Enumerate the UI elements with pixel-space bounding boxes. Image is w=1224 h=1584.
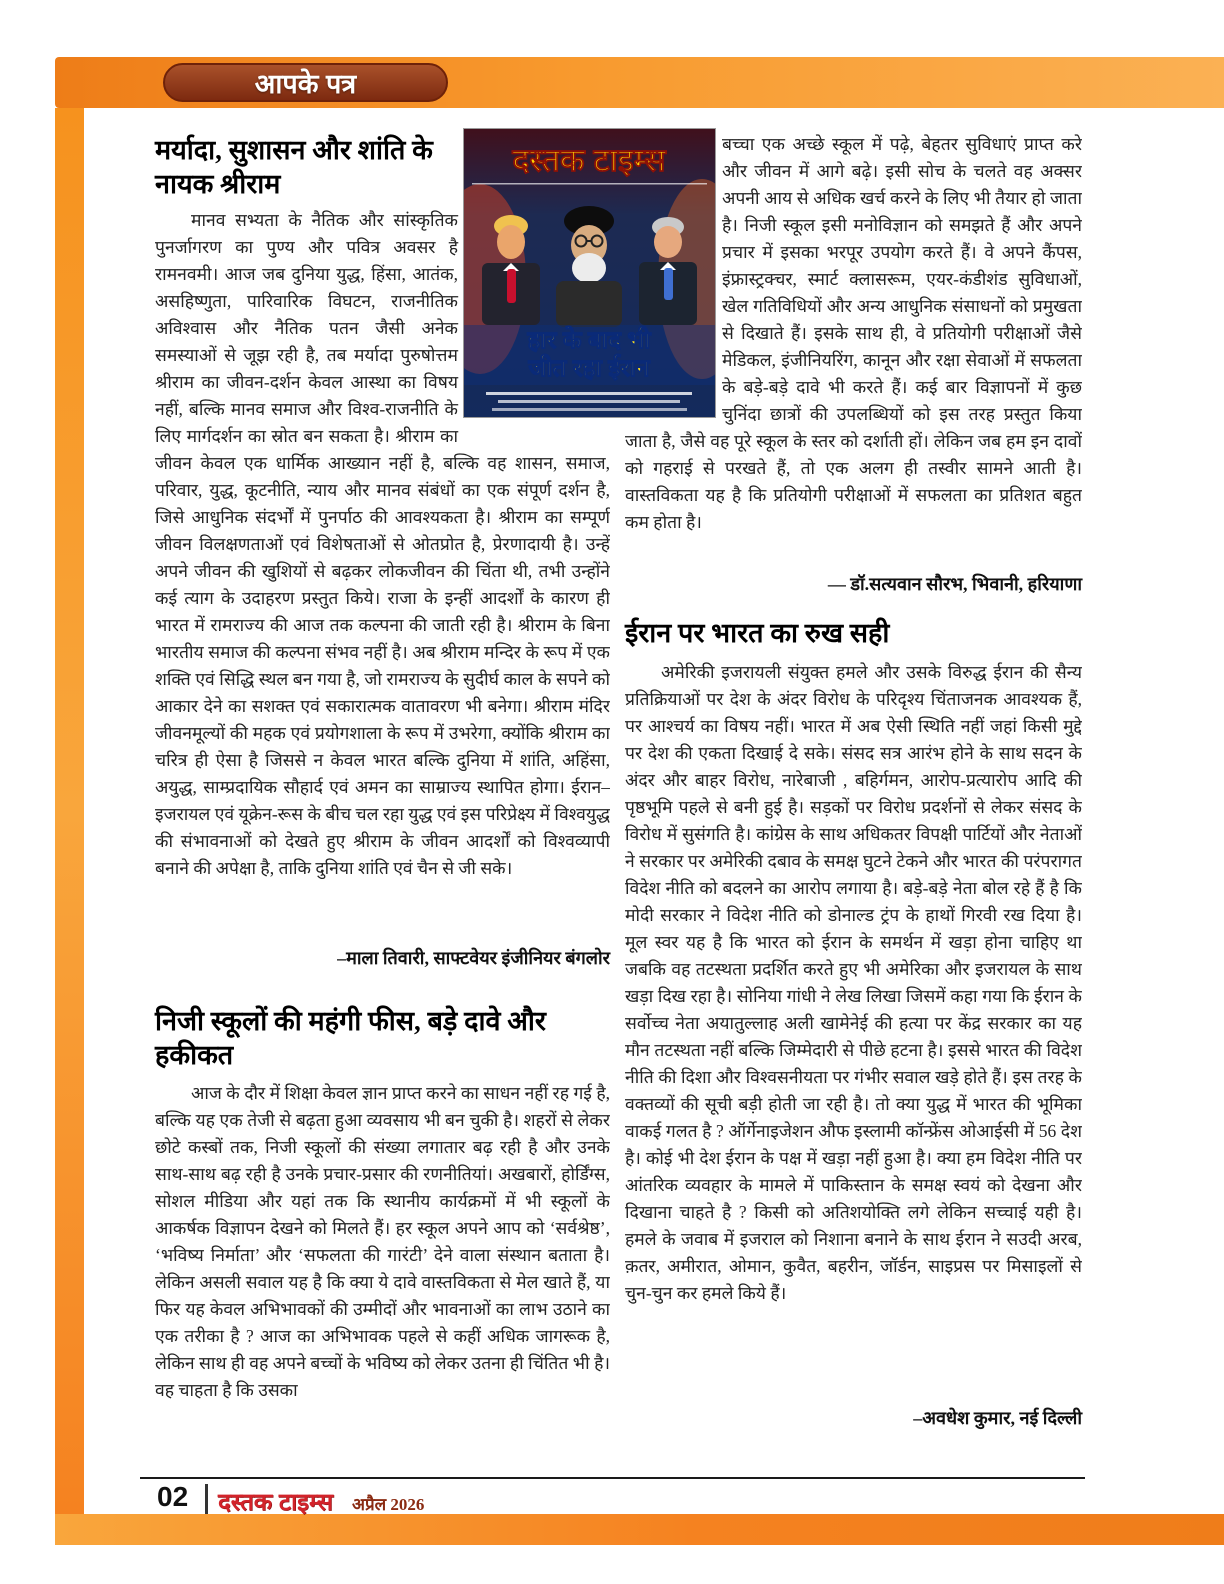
section-badge: आपके पत्र — [163, 63, 448, 102]
left-accent-bar — [55, 108, 84, 1514]
letter-2-body-right: बच्चा एक अच्छे स्कूल में पढ़े, बेहतर सुविधाएं प्राप्त करे और जीवन में आगे बढ़े। इसी सोच के चलते वह अक्सर अपनी आय से अधिक खर्च करने के लिए भी तैयार हो जाता है। निजी स्कूल इसी मनोविज्ञान को समझते हैं और अपने प्रचार में इसका भरपूर उपयोग करते हैं। वे अपने कैंपस, इंफ्रास्ट्रक्चर, स्मार्ट क्लासरूम, एयर-कंडीशंड सुविधाओं, खेल गतिविधियों और अन्य आधुनिक संसाधनों को प्रमुखता से दिखाते हैं। इसके साथ ही, वे प्रतियोगी परीक्षाओं जैसे मेडिकल, इंजीनियरिंग, कानून और रक्षा सेवाओं में सफलता के बड़े-बड़े दावे भी करते हैं। कई बार विज्ञापनों में कुछ चुनिंदा छात्रों की उपलब्धियों को इस तरह प्रस्तुत किया जाता है, जैसे वह पूरे स्कूल के स्तर को दर्शाती हों। लेकिन जब हम इन दावों को गहराई से परखते हैं, तो एक अलग ही तस्वीर सामने आती है। वास्तविकता यह है कि प्रतियोगी परीक्षाओं में सफलता का प्रतिशत बहुत कम होता है। — [625, 131, 1082, 569]
bottom-accent-bar — [55, 1514, 1224, 1545]
footer-logo: दस्तक टाइम्स — [218, 1489, 333, 1516]
cover-wrap-spacer — [458, 207, 610, 425]
cover-headline-line2: जीत रहा ईरान — [528, 355, 650, 382]
footer-divider — [205, 1484, 208, 1514]
letter-2-body-left: आज के दौर में शिक्षा केवल ज्ञान प्राप्त करने का साधन नहीं रह गई है, बल्कि यह एक तेजी से बढ़ता हुआ व्यवसाय भी बन चुकी है। शहरों से लेकर छोटे कस्बों तक, निजी स्कूलों की संख्या लगातार बढ़ रही है और उनके साथ-साथ बढ़ रही है उनके प्रचार-प्रसार की रणनीतियां। अखबारों, होर्डिंग्स, सोशल मीडिया और यहां तक कि स्थानीय कार्यक्रमों में भी स्कूलों के आकर्षक विज्ञापन देखने को मिलते हैं। हर स्कूल अपने आप को ‘सर्वश्रेष्ठ’, ‘भविष्य निर्माता’ और ‘सफलता की गारंटी’ देने वाला संस्थान बताता है। लेकिन असली सवाल यह है कि क्या ये दावे वास्तविकता से मेल खाते हैं, या फिर यह केवल अभिभावकों की उम्मीदों और भावनाओं का लाभ उठाने का एक तरीका है ? आज का अभिभावक पहले से कहीं अधिक जागरूक है, लेकिन साथ ही वह अपने बच्चों के भविष्य को लेकर उतना ही चिंतित भी है। वह चाहता है कि उसका — [155, 1083, 610, 1400]
letter-3-title: ईरान पर भारत का रुख सही — [625, 618, 890, 648]
cover-masthead-text: दस्तक टाइम्स — [512, 142, 666, 178]
letter-3-signature: –अवधेश कुमार, नई दिल्ली — [913, 1408, 1082, 1428]
letter-1-signature: –माला तिवारी, साफ्टवेयर इंजीनियर बंगलोर — [337, 948, 610, 968]
cover-wrap-spacer — [625, 131, 722, 425]
cover-headline-line1: हार के बाद भी — [527, 327, 651, 354]
footer-issue-date: अप्रैल 2026 — [352, 1495, 425, 1514]
letter-2-title: निजी स्कूलों की महंगी फीस, बड़े दावे और हकीकत — [155, 1006, 546, 1070]
footer-rule — [140, 1477, 1085, 1479]
letter-2-signature: — डॉ.सत्यवान सौरभ, भिवानी, हरियाणा — [827, 574, 1082, 594]
letter-3-body: अमेरिकी इजरायली संयुक्त हमले और उसके विरुद्ध ईरान की सैन्य प्रतिक्रियाओं पर देश के अंदर विरोध के परिदृश्य चिंताजनक आवश्यक हैं, पर आश्चर्य का विषय नहीं। भारत में अब ऐसी स्थिति नहीं जहां किसी मुद्दे पर देश की एकता दिखाई दे सके। संसद सत्र आरंभ होने के साथ सदन के अंदर और बाहर विरोध, नारेबाजी , बहिर्गमन, आरोप-प्रत्यारोप आदि की पृष्ठभूमि पहले से बनी हुई है। सड़कों पर विरोध प्रदर्शनों से लेकर संसद के विरोध में सुसंगति है। कांग्रेस के साथ अधिकतर विपक्षी पार्टियों और नेताओं ने सरकार पर अमेरिकी दबाव के समक्ष घुटने टेकने और भारत की परंपरागत विदेश नीति को बदलने का आरोप लगाया है। बड़े-बड़े नेता बोल रहे हैं है कि मोदी सरकार ने विदेश नीति को डोनाल्ड ट्रंप के हाथों गिरवी रख दिया है। मूल स्वर यह है कि भारत को ईरान के समर्थन में खड़ा होना चाहिए था जबकि वह तटस्थता प्रदर्शित करते हुए भी अमेरिका और इजरायल के साथ खड़ा दिख रहा है। सोनिया गांधी ने लेख लिखा जिसमें कहा गया कि ईरान के सर्वोच्च नेता अयातुल्लाह अली खामेनेई की हत्या पर केंद्र सरकार का यह मौन तटस्थता नहीं बल्कि जिम्मेदारी से पीछे हटना है। इससे भारत की विदेश नीति की दिशा और विश्वसनीयता पर गंभीर सवाल खड़े होते हैं। इस तरह के वक्तव्यों की सूची बड़ी होती जा रही है। तो क्या युद्ध में भारत की भूमिका वाकई गलत है ? ऑर्गेनाइजेशन औफ इस्लामी कॉन्फ्रेंस ओआईसी में 56 देश है। कोई भी देश ईरान के पक्ष में खड़ा नहीं हुआ है। क्या हम विदेश नीति पर आंतरिक व्यवहार के मामले में पाकिस्तान के समक्ष स्वयं को देखना और दिखाना चाहते है ? किसी को अतिशयोक्ति लगे लेकिन सच्चाई यही है। हमले के जवाब में इजराल को निशाना बनाने के साथ ईरान ने सउदी अरब, क़तर, अमीरात, ओमान, कुवैत, बहरीन, जॉर्डन, साइप्रस पर मिसाइलों से चुन-चुन कर हमले किये हैं। — [625, 662, 1082, 1303]
letter-1-title: मर्यादा, सुशासन और शांति के नायक श्रीराम — [155, 135, 433, 199]
letter-1-body: मानव सभ्यता के नैतिक और सांस्कृतिक पुनर्जागरण का पुण्य और पवित्र अवसर है रामनवमी। आज जब दुनिया युद्ध, हिंसा, आतंक, असहिष्णुता, पारिवारिक विघटन, राजनीतिक अविश्वास और नैतिक पतन जैसी अनेक समस्याओं से जूझ रही है, तब मर्यादा पुरुषोत्तम श्रीराम का जीवन-दर्शन केवल आस्था का विषय नहीं, बल्कि मानव समाज और विश्व-राजनीति के लिए मार्गदर्शन का स्रोत बन सकता है। श्रीराम का जीवन केवल एक धार्मिक आख्यान नहीं है, बल्कि वह शासन, समाज, परिवार, युद्ध, कूटनीति, न्याय और मानव संबंधों का एक संपूर्ण दर्शन है, जिसे आधुनिक संदर्भों में पुनर्पाठ की आवश्यकता है। श्रीराम का सम्पूर्ण जीवन विलक्षणताओं एवं विशेषताओं से ओतप्रोत है, प्रेरणादायी है। उन्हें अपने जीवन की खुशियों से बढ़कर लोकजीवन की चिंता थी, तभी उन्होंने कई त्याग के उदाहरण प्रस्तुत किये। राजा के इन्हीं आदर्शों के कारण ही भारत में रामराज्य की आज तक कल्पना की जाती रही है। श्रीराम के बिना भारतीय समाज की कल्पना संभव नहीं है। अब श्रीराम मन्दिर के रूप में एक शक्ति एवं सिद्धि स्थल बन गया है, जो रामराज्य के सुदीर्घ काल के सपने को आकार देने का सशक्त एवं सकारात्मक वातावरण भी बनेगा। श्रीराम मंदिर जीवनमूल्यों की महक एवं प्रयोगशाला के रूप में उभरेगा, क्योंकि श्रीराम का चरित्र ही ऐसा है जिससे न केवल भारत बल्कि दुनिया में शांति, अहिंसा, अयुद्ध, साम्प्रदायिक सौहार्द एवं अमन का साम्राज्य स्थापित होगा। ईरान–इजरायल एवं यूक्रेन-रूस के बीच चल रहा युद्ध एवं इस परिप्रेक्ष्य में विश्वयुद्ध की संभावनाओं को देखते हुए श्रीराम के जीवन आदर्शों को विश्वव्यापी बनाने की अपेक्षा है, ताकि दुनिया शांति एवं चैन से जी सके। — [155, 207, 610, 943]
footer-page-number: 02 — [157, 1481, 189, 1512]
top-accent-bar — [55, 57, 1224, 108]
